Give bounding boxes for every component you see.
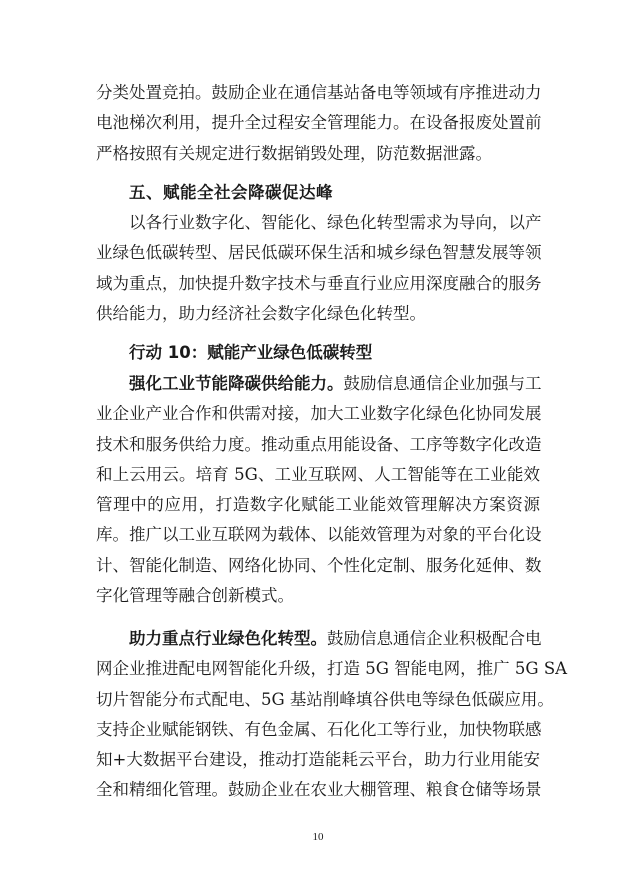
text-line: 域为重点，加快提升数字技术与垂直行业应用深度融合的服务 bbox=[96, 273, 542, 293]
text-line: 网企业推进配电网智能化升级，打造 5G 智能电网，推广 5G SA bbox=[96, 659, 568, 679]
text-line: 库。推广以工业互联网为载体、以能效管理为对象的平台化设 bbox=[96, 525, 542, 545]
paragraph-lead: 助力重点行业绿色化转型。 bbox=[129, 629, 327, 648]
text-line: 业绿色低碳转型、居民低碳环保生活和城乡绿色智慧发展等领 bbox=[96, 243, 542, 263]
text-line: 分类处置竞拍。鼓励企业在通信基站备电等领域有序推进动力 bbox=[96, 83, 542, 102]
paragraph-4 bbox=[96, 624, 568, 806]
paragraph-3 bbox=[96, 369, 540, 611]
text-line-rest: 鼓励信息通信企业加强与工 bbox=[343, 374, 542, 393]
text-line: 计、智能化制造、网络化协同、个性化定制、服务化延伸、数 bbox=[96, 555, 542, 575]
paragraph-1 bbox=[96, 78, 540, 169]
text-line bbox=[96, 369, 540, 399]
section-heading: 五、赋能全社会降碳促达峰 bbox=[129, 183, 333, 202]
text-line: 技术和服务供给力度。推动重点用能设备、工序等数字化改造 bbox=[96, 434, 542, 454]
text-line: 以各行业数字化、智能化、绿色化转型需求为导向，以产 bbox=[129, 213, 542, 232]
text-line-rest: 鼓励信息通信企业积极配合电 bbox=[327, 629, 542, 648]
text-line: 严格按照有关规定进行数据销毁处理，防范数据泄露。 bbox=[96, 143, 492, 163]
paragraph-2 bbox=[96, 208, 540, 329]
text-line: 业企业产业合作和供需对接，加大工业数字化绿色化协同发展 bbox=[96, 404, 542, 424]
text-line: 切片智能分布式配电、5G 基站削峰填谷供电等绿色低碳应用。 bbox=[96, 689, 554, 709]
text-line: 管理中的应用，打造数字化赋能工业能效管理解决方案资源 bbox=[96, 495, 540, 515]
text-line: 知+大数据平台建设，推动打造能耗云平台，助力行业用能安 bbox=[96, 750, 540, 770]
text-line: 支持企业赋能钢铁、有色金属、石化化工等行业，加快物联感 bbox=[96, 719, 542, 739]
text-line: 字化管理等融合创新模式。 bbox=[96, 586, 294, 606]
action-heading: 行动 10：赋能产业绿色低碳转型 bbox=[129, 343, 373, 362]
page-number: 10 bbox=[312, 831, 324, 843]
paragraph-lead: 强化工业节能降碳供给能力。 bbox=[129, 374, 344, 393]
text-line: 全和精细化管理。鼓励企业在农业大棚管理、粮食仓储等场景 bbox=[96, 780, 542, 800]
text-line: 供给能力，助力经济社会数字化绿色化转型。 bbox=[96, 303, 426, 323]
text-line: 电池梯次利用，提升全过程安全管理能力。在设备报废处置前 bbox=[96, 113, 542, 133]
text-line: 和上云用云。培育 5G、工业互联网、人工智能等在工业能效 bbox=[96, 464, 540, 484]
text-line bbox=[96, 624, 540, 654]
